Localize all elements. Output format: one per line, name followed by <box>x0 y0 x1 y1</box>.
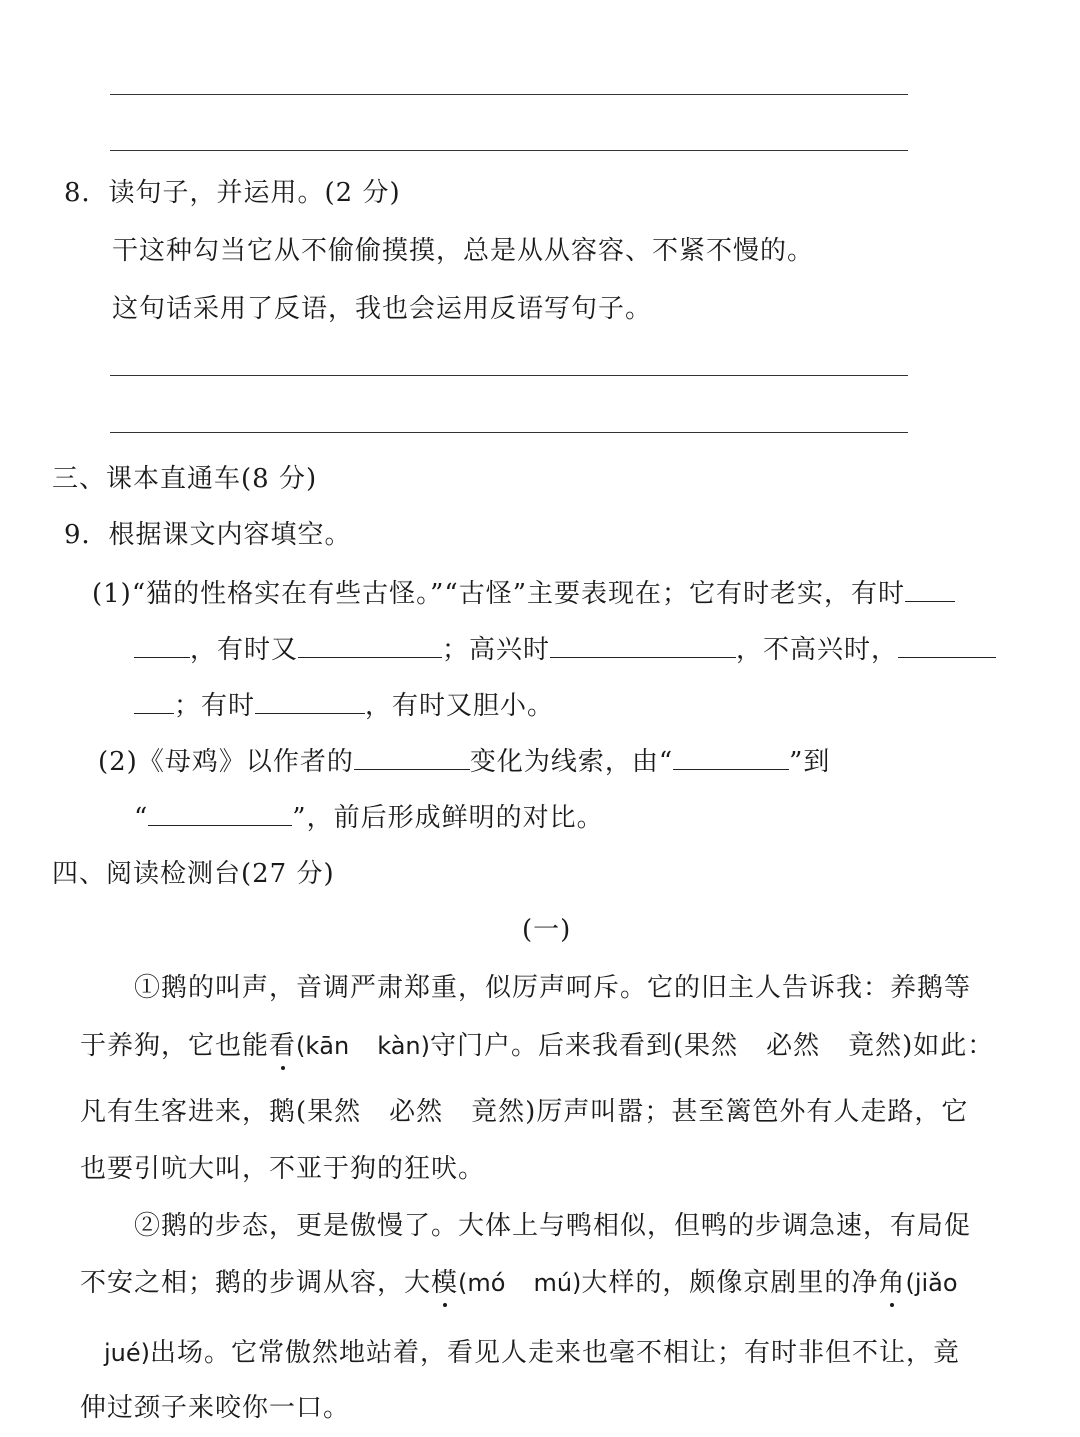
text-segment: (1)“猫的性格实在有些古怪。”“古怪”主要表现在；它有时老实，有时 <box>92 579 905 609</box>
fill-blank[interactable] <box>354 745 470 770</box>
text-segment: 于养狗，它也能 <box>80 1031 270 1061</box>
fill-blank[interactable] <box>298 633 442 658</box>
fill-blank[interactable] <box>134 633 190 658</box>
fill-blank[interactable] <box>673 745 789 770</box>
answer-line[interactable] <box>110 94 908 95</box>
passage-line: ①鹅的叫声，音调严肃郑重，似厉声呵斥。它的旧主人告诉我：养鹅等 <box>134 973 972 1003</box>
question-9-part-2-line-1 <box>98 745 830 779</box>
passage-line <box>80 1095 968 1129</box>
fill-blank[interactable] <box>148 801 292 826</box>
fill-blank[interactable] <box>134 689 174 714</box>
text-segment: 凡有生客进来，鹅(果然 <box>80 1097 362 1127</box>
question-8-title: 8．读句子，并运用。(2 分) <box>64 178 401 208</box>
text-segment: ；有时 <box>174 691 256 721</box>
pinyin-option[interactable]: (kān <box>296 1032 350 1060</box>
word-option[interactable]: 竟然)如此： <box>848 1031 995 1061</box>
dotted-character: 看 <box>269 1031 297 1061</box>
text-segment: ；高兴时 <box>442 635 551 665</box>
fill-blank[interactable] <box>898 633 996 658</box>
text-segment: 出场。它常傲然地站着，看见人走来也毫不相让；有时非但不让，竟 <box>150 1338 961 1368</box>
word-option[interactable]: 必然 <box>389 1097 444 1127</box>
answer-line[interactable] <box>110 375 908 376</box>
fill-blank[interactable] <box>255 689 365 714</box>
passage-line: ②鹅的步态，更是傲慢了。大体上与鸭相似，但鸭的步调急速，有局促 <box>134 1211 972 1241</box>
dotted-character: 模 <box>431 1268 459 1298</box>
question-8-sentence: 干这种勾当它从不偷偷摸摸，总是从从容容、不紧不慢的。 <box>112 236 815 266</box>
section-4-title: 四、阅读检测台(27 分) <box>52 859 335 889</box>
question-9-title: 9．根据课文内容填空。 <box>64 520 352 550</box>
question-9-part-2-line-2 <box>134 801 604 835</box>
fill-blank[interactable] <box>550 633 736 658</box>
text-segment: 变化为线索，由“ <box>469 747 674 777</box>
answer-line[interactable] <box>110 150 908 151</box>
pinyin-option[interactable]: (jiǎo <box>905 1269 958 1297</box>
text-segment: ”到 <box>789 747 831 777</box>
text-segment: 不安之相；鹅的步调从容，大 <box>80 1268 432 1298</box>
text-segment: “ <box>134 803 149 833</box>
reading-passage-subtitle: (一) <box>522 915 572 945</box>
text-segment: 守门户。后来我看到(果然 <box>429 1031 739 1061</box>
passage-line <box>80 1029 994 1063</box>
text-segment: ”，前后形成鲜明的对比。 <box>292 803 604 833</box>
question-9-part-1-line-1 <box>92 577 955 611</box>
word-option[interactable]: 必然 <box>766 1031 821 1061</box>
question-8-instruction: 这句话采用了反语，我也会运用反语写句子。 <box>112 294 653 324</box>
passage-line: 伸过颈子来咬你一口。 <box>80 1393 351 1423</box>
word-option[interactable]: 竟然)厉声叫嚣；甚至篱笆外有人走路，它 <box>471 1097 969 1127</box>
passage-line: 也要引吭大叫，不亚于狗的狂吠。 <box>80 1154 486 1184</box>
fill-blank[interactable] <box>905 577 955 602</box>
text-segment: ，有时又 <box>190 635 299 665</box>
pinyin-option[interactable]: kàn) <box>377 1032 430 1060</box>
answer-line[interactable] <box>110 432 908 433</box>
pinyin-option[interactable]: (mó <box>458 1269 506 1297</box>
section-3-title: 三、课本直通车(8 分) <box>52 464 318 494</box>
pinyin-option[interactable]: jué) <box>104 1339 151 1367</box>
question-9-part-1-line-2 <box>134 633 996 667</box>
text-segment: (2)《母鸡》以作者的 <box>98 747 354 777</box>
passage-line <box>80 1266 958 1300</box>
question-9-part-1-line-3 <box>134 689 554 723</box>
pinyin-option[interactable]: mú) <box>533 1269 582 1297</box>
dotted-character: 角 <box>878 1268 906 1298</box>
text-segment: ，不高兴时， <box>736 635 899 665</box>
text-segment: 大样的，颇像京剧里的净 <box>581 1268 879 1298</box>
text-segment: ，有时又胆小。 <box>365 691 555 721</box>
passage-line <box>104 1336 960 1370</box>
